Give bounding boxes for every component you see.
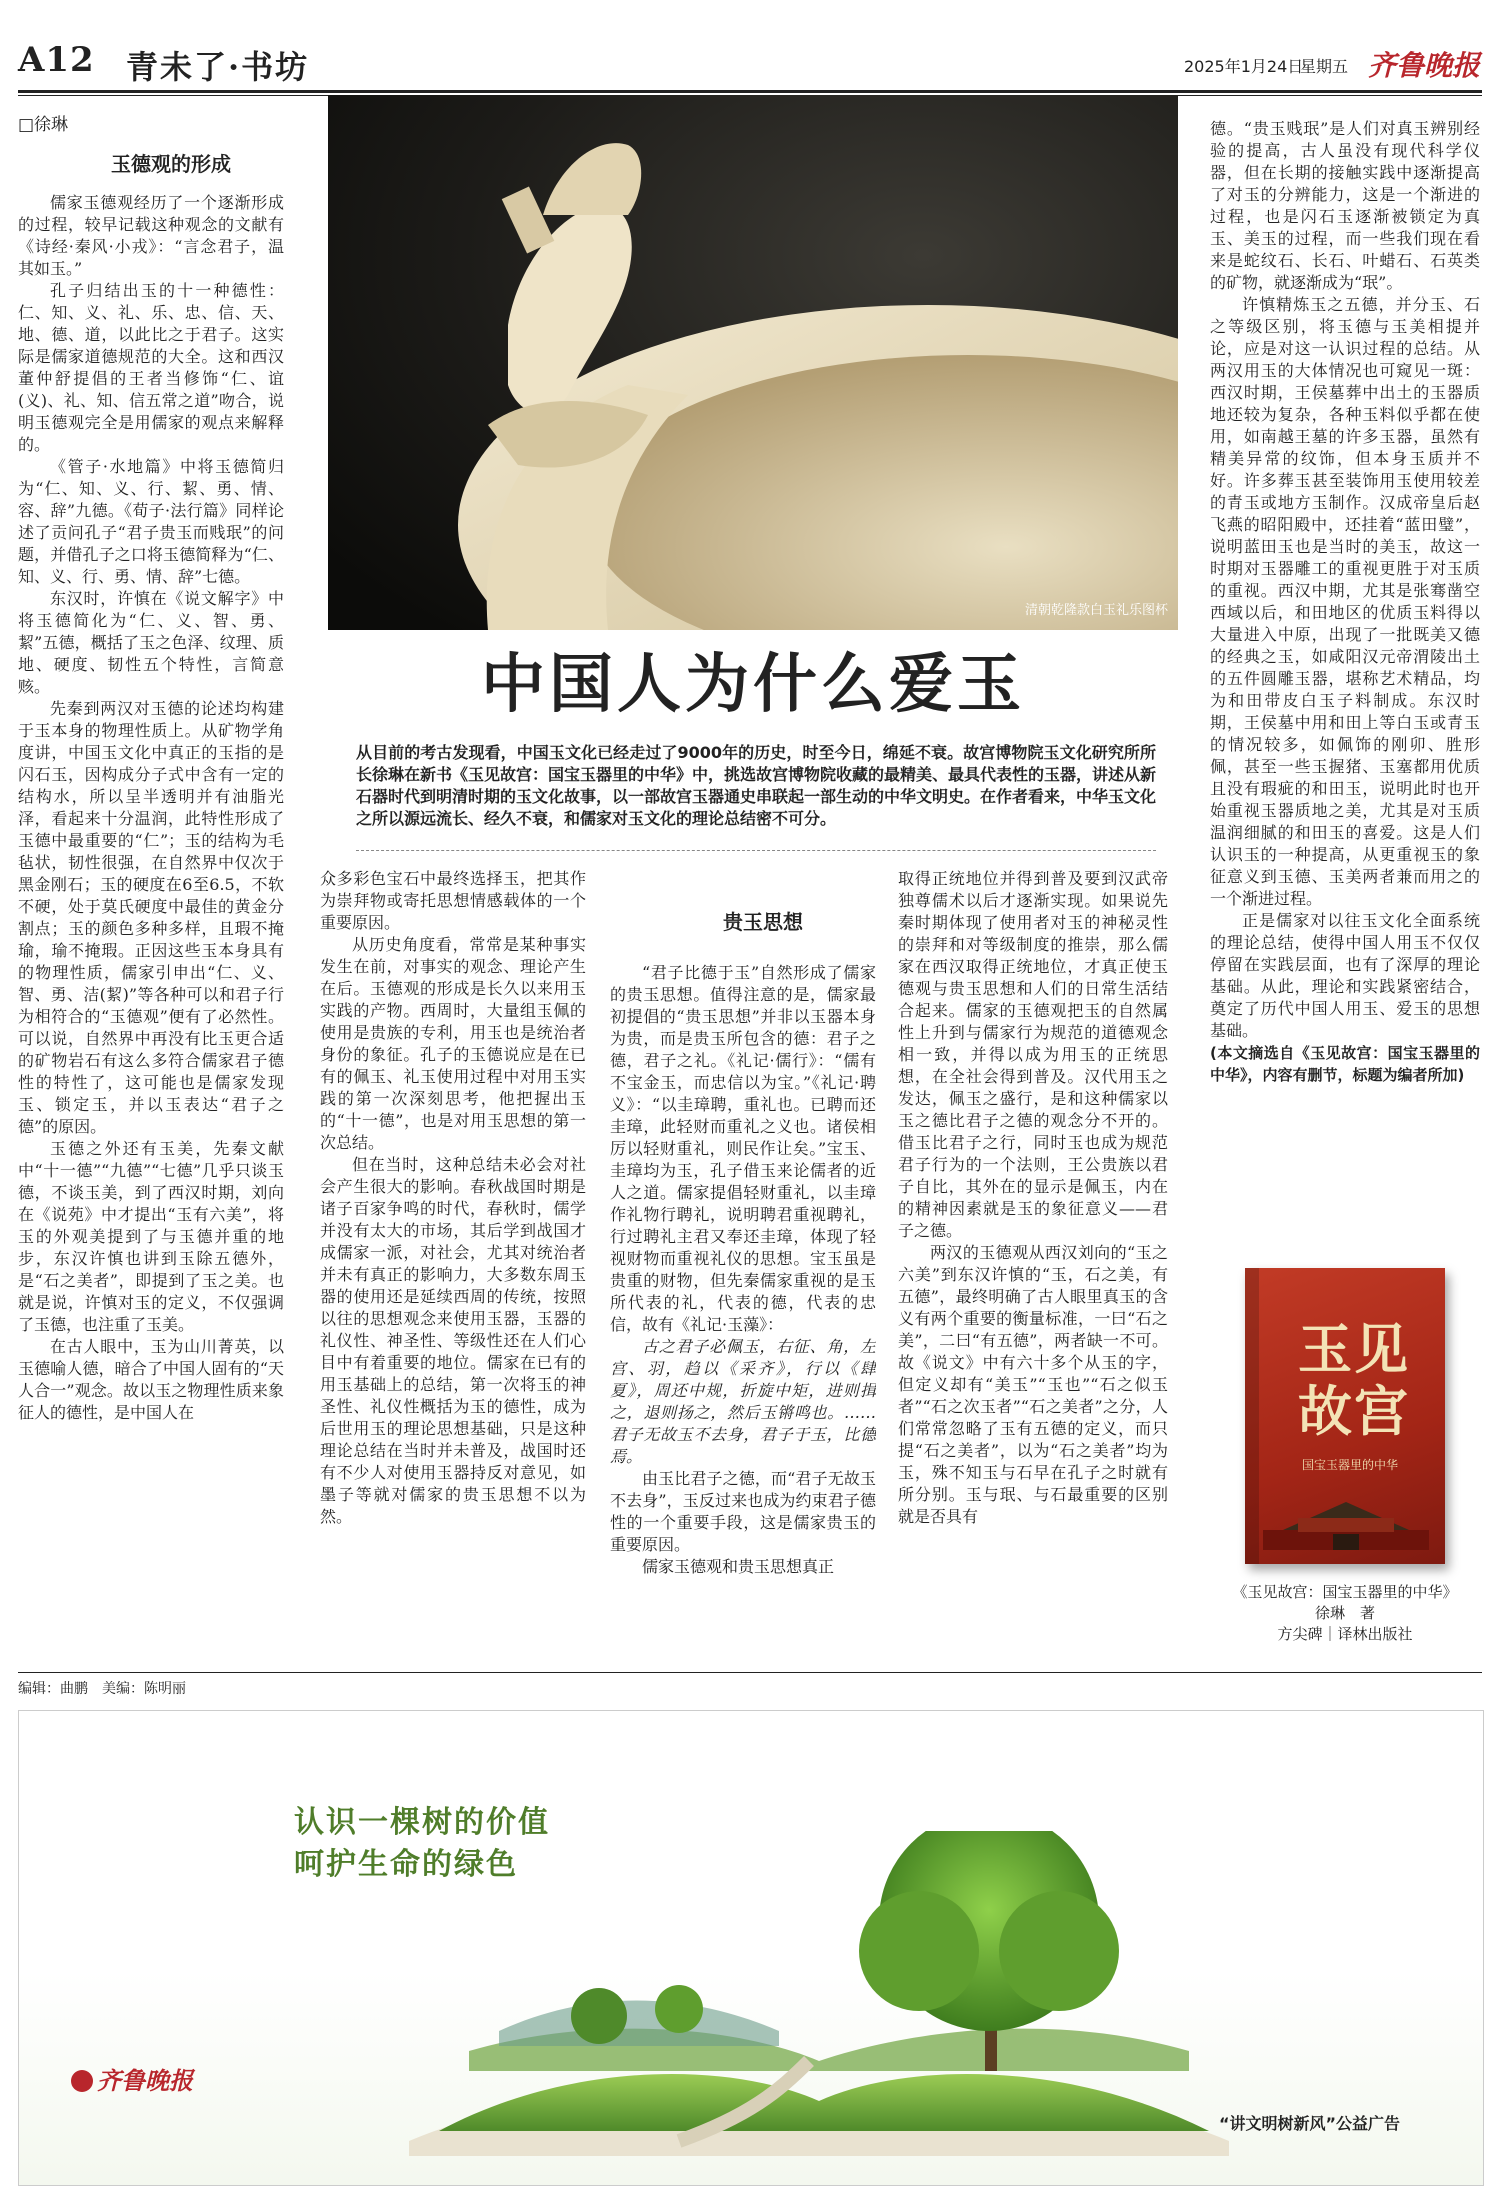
paragraph: 《管子·水地篇》中将玉德简归为“仁、知、义、行、絜、勇、情、容、辞”九德。《荀子·法行篇》同样论述了贡问孔子“君子贵玉而贱珉”的问题，并借孔子之口将玉德简释为“仁、知、义、行、勇、情、辞”七德。: [18, 457, 284, 586]
lede-rule: [356, 850, 1156, 851]
excerpt-note: (本文摘选自《玉见故宫：国宝玉器里的中华》，内容有删节，标题为编者所加): [1210, 1044, 1480, 1084]
page-number: A12: [18, 40, 95, 80]
paragraph: 两汉的玉德观从西汉刘向的“玉之六美”到东汉许慎的“玉，石之美，有五德”，最终明确了古人眼里真玉的含义有两个重要的衡量标准，一曰“石之美”，二曰“有五德”，两者缺一不可。故《说文》中有六十多个从玉的字，但定义却有“美玉”“玉也”“石之似玉者”“石之次玉者”“石之美者”之分，人们常常忽略了玉有五德的定义，而只提“石之美者”，以为“石之美者”均为玉，殊不知玉与石早在孔子之时就有所分别。玉与珉、与石最重要的区别就是否具有: [898, 1243, 1168, 1526]
paragraph: 许慎精炼玉之五德，并分玉、石之等级区别，将玉德与玉美相提并论，应是对这一认识过程的总结。从两汉用玉的大体情况也可窥见一斑：西汉时期，王侯墓葬中出土的玉器质地还较为复杂，各种玉料似乎都在使用，如南越王墓的许多玉器，虽然有精美异常的纹饰，但本身玉质并不好。许多葬玉甚至装饰用玉使用较差的青玉或地方玉制作。汉成帝皇后赵飞燕的昭阳殿中，还挂着“蓝田璧”，说明蓝田玉也是当时的美玉，故这一时期对玉器雕工的重视更胜于对玉质的重视。西汉中期，尤其是张骞凿空西域以后，和田地区的优质玉料得以大量进入中原，出现了一批既美又德的经典之玉，如咸阳汉元帝渭陵出土的五件圆雕玉器，堪称艺术精品，均为和田带皮白玉子料制成。东汉时期，王侯墓中用和田上等白玉或青玉的情况较多，如佩饰的刚卯、胜形佩，甚至一些玉握猪、玉塞都用优质且没有瑕疵的和田玉，说明此时也开始重视玉器质地之美，尤其是对玉质温润细腻的和田玉的喜爱。这是人们认识玉的一种提高，从更重视玉的象征意义到玉德、玉美两者兼而用之的一个渐进过程。: [1210, 295, 1480, 908]
section-title: 青未了·书坊: [126, 48, 310, 86]
headline: 中国人为什么爱玉: [481, 647, 1025, 722]
paragraph: 但在当时，这种总结未必会对社会产生很大的影响。春秋战国时期是诸子百家争鸣的时代，春秋时，儒学并没有太大的市场，其后学到战国才成儒家一派，对社会，尤其对统治者并未有真正的影响力，大多数东周玉器的使用还是延续西周的传统，按照以往的思想观念来使用玉器，玉器的礼仪性、神圣性、等级性还在人们心目中有着重要的地位。儒家在已有的用玉基础上的总结，第一次将玉的神圣性、礼仪性概括为玉的德性，成为后世用玉的理论思想基础，只是这种理论总结在当时并未普及，战国时还有不少人对使用玉器持反对意见，如墨子等就对儒家的贵玉思想不以为然。: [320, 1155, 586, 1526]
credits-rule: [18, 1672, 1482, 1673]
column-3: [610, 868, 876, 1668]
paragraph: 儒家玉德观和贵玉思想真正: [642, 1557, 835, 1576]
byline: □徐琳: [18, 115, 69, 135]
jade-cup-illustration: [328, 95, 1178, 630]
header-rule: [18, 90, 1482, 93]
ad-headline-2: 呵护生命的绿色: [294, 1847, 518, 1882]
column-4: [898, 868, 1168, 1668]
ad-logo-text: 齐鲁晚报: [97, 2066, 193, 2095]
paragraph: 孔子归结出玉的十一种德性：仁、知、义、礼、乐、忠、信、天、地、德、道，以此比之于君子。这实际是儒家道德规范的大全。这和西汉董仲舒提倡的王者当修饰“仁、谊(义)、礼、知、信五常之道”吻合，说明玉德观完全是用儒家的观点来解释的。: [18, 281, 284, 454]
issue-weekday: 星期五: [1300, 57, 1349, 76]
public-service-ad: [18, 1710, 1484, 2186]
book-caption-title: 《玉见故宫：国宝玉器里的中华》: [1232, 1583, 1458, 1601]
quote-liji-yuzao: 古之君子必佩玉，右征、角，左宫、羽，趋以《采齐》，行以《肆夏》，周还中规，折旋中矩，进则揖之，退则扬之，然后玉锵鸣也。……君子无故玉不去身，君子于玉，比德焉。: [610, 1337, 876, 1466]
paragraph: 取得正统地位并得到普及要到汉武帝独尊儒术以后才逐渐实现。如果说先秦时期体现了使用者对玉的神秘灵性的崇拜和对等级制度的推崇，那么儒家在西汉取得正统地位，才真正使玉德观与贵玉思想和人们的日常生活结合起来。儒家的玉德观把玉的自然属性上升到与儒家行为规范的道德观念相一致，并得以成为用玉的正统思想，在全社会得到普及。汉代用玉之发达，佩玉之盛行，是和这种儒家以玉之德比君子之德的观念分不开的。借玉比君子之行，同时玉也成为规范君子行为的一个法则，王公贵族以君子自比，其外在的显示是佩玉，内在的精神因素就是玉的象征意义——君子之德。: [898, 869, 1168, 1240]
issue-date: 2025年1月24日: [1184, 57, 1304, 76]
paragraph: 玉德之外还有玉美，先秦文献中“十一德”“九德”“七德”几乎只谈玉德，不谈玉美，到了西汉时期，刘向在《说苑》中才提出“玉有六美”，将玉的外观美提到了与玉德并重的地步，东汉许慎也讲到玉除五德外，是“石之美者”，即提到了玉之美。也就是说，许慎对玉的定义，不仅强调了玉德，也注重了玉美。: [18, 1139, 284, 1334]
photo-caption: 清朝乾隆款白玉礼乐图杯: [1024, 603, 1168, 618]
book-caption-author: 徐琳 著: [1314, 1604, 1375, 1622]
ad-slogan: “讲文明树新风”公益广告: [1219, 2114, 1401, 2133]
paragraph: 正是儒家对以往玉文化全面系统的理论总结，使得中国人用玉不仅仅停留在实践层面，也有了深厚的理论基础。从此，理论和实践紧密结合，奠定了历代中国人用玉、爱玉的思想基础。: [1210, 911, 1480, 1040]
subhead-guiyu: 贵玉思想: [723, 910, 803, 934]
book-cover-title: 玉见故宫: [1298, 1317, 1410, 1443]
paragraph: 从历史角度看，常常是某种事实发生在前，对事实的观念、理论产生在后。玉德观的形成是长久以来用玉实践的产物。西周时，大量组玉佩的使用是贵族的专利，用玉也是统治者身份的象征。孔子的玉德说应是在已有的佩玉、礼玉使用过程中对用玉实践的第一次深刻思考，他把握出玉的“十一德”，也是对用玉思想的第一次总结。: [320, 935, 586, 1152]
book-cover-subtitle: 国宝玉器里的中华: [1301, 1458, 1398, 1472]
paragraph: 德。“贵玉贱珉”是人们对真玉辨别经验的提高，古人虽没有现代科学仪器，但在长期的接触实践中逐渐提高了对玉的分辨能力，这是一个渐进的过程，也是闪石玉逐渐被锁定为真玉、美玉的过程，而一些我们现在看来是蛇纹石、长石、叶蜡石、石英类的矿物，就逐渐成为“珉”。: [1210, 119, 1480, 292]
palace-gate-icon: [1263, 1490, 1429, 1550]
paragraph: 众多彩色宝石中最终选择玉，把其作为崇拜物或寄托思想情感载体的一个重要原因。: [320, 869, 586, 932]
ad-newspaper-logo: [71, 2061, 193, 2096]
editor-credits: 编辑：曲鹏 美编：陈明丽: [18, 1681, 186, 1697]
paragraph: 先秦到两汉对玉德的论述均构建于玉本身的物理性质上。从矿物学角度讲，中国玉文化中真正的玉指的是闪石玉，因构成分子式中含有一定的结构水，所以呈半透明并有油脂光泽，看起来十分温润，此特性形成了玉德中最重要的“仁”；玉的结构为毛毡状，韧性很强，在自然界中仅次于黑金刚石；玉的硬度在6至6.5，不软不硬，处于莫氏硬度中最佳的黄金分割点；玉的颜色多种多样，且瑕不掩瑜，瑜不掩瑕。正因这些玉本身具有的物理性质，儒家引申出“仁、义、智、勇、洁(絜)”等各种可以和君子行为相符合的“玉德观”便有了必然性。可以说，自然界中再没有比玉更合适的矿物岩石有这么多符合儒家君子德性的特性了，这可能也是儒家发现玉、锁定玉，并以玉表达“君子之德”的原因。: [18, 699, 284, 1136]
logo-mark-icon: [71, 2070, 93, 2092]
column-5: [1210, 118, 1480, 1278]
column-1: [18, 150, 284, 1660]
book-cover: [1245, 1268, 1445, 1564]
book-spine: [1245, 1268, 1259, 1564]
jade-cup-photo: [328, 95, 1178, 630]
paragraph: 由玉比君子之德，而“君子无故玉不去身”，玉反过来也成为约束君子德性的一个重要手段，这是儒家贵玉的重要原因。: [610, 1469, 876, 1554]
paragraph: 在古人眼中，玉为山川菁英，以玉德喻人德，暗合了中国人固有的“天人合一”观念。故以玉之物理性质来象征人的德性，是中国人在: [18, 1337, 284, 1422]
book-caption-publisher: 方尖碑｜译林出版社: [1277, 1625, 1413, 1643]
paragraph: 东汉时，许慎在《说文解字》中将玉德简化为“仁、义、智、勇、絜”五德，概括了玉之色泽、纹理、质地、硬度、韧性五个特性，言简意赅。: [18, 589, 284, 696]
newspaper-logo: 齐鲁晚报: [1368, 49, 1481, 82]
book-caption: [1210, 1582, 1480, 1645]
column-2: [320, 868, 586, 1668]
ad-headline-1: 认识一棵树的价值: [294, 1805, 550, 1840]
paragraph: 儒家玉德观经历了一个逐渐形成的过程，较早记载这种观念的文献有《诗经·秦风·小戎》：“言念君子，温其如玉。”: [18, 193, 284, 278]
subhead-yude: 玉德观的形成: [111, 152, 231, 176]
paragraph: “君子比德于玉”自然形成了儒家的贵玉思想。值得注意的是，儒家最初提倡的“贵玉思想”并非以玉器本身为贵，而是贵玉所包含的德：君子之德，君子之礼。《礼记·儒行》：“儒有不宝金玉，而忠信以为宝。”《礼记·聘义》：“以圭璋聘，重礼也。已聘而还圭璋，此轻财而重礼之义也。诸侯相厉以轻财重礼，则民作让矣。”宝玉、圭璋均为玉，孔子借玉来论儒者的近人之道。儒家提倡轻财重礼，以圭璋作礼物行聘礼，说明聘君重视聘礼，行过聘礼主君又奉还圭璋，体现了轻视财物而重视礼仪的思想。宝玉虽是贵重的财物，但先秦儒家重视的是玉所代表的礼，代表的德，代表的忠信，故有《礼记·玉藻》：: [610, 963, 876, 1334]
lede: 从目前的考古发现看，中国玉文化已经走过了9000年的历史，时至今日，绵延不衰。故宫博物院玉文化研究所所长徐琳在新书《玉见故宫：国宝玉器里的中华》中，挑选故宫博物院收藏的最精美、最具代表性的玉器，讲述从新石器时代到明清时期的玉文化故事，以一部故宫玉器通史串联起一部生动的中华文明史。在作者看来，中华玉文化之所以源远流长、经久不衰，和儒家对玉文化的理论总结密不可分。: [356, 743, 1157, 828]
